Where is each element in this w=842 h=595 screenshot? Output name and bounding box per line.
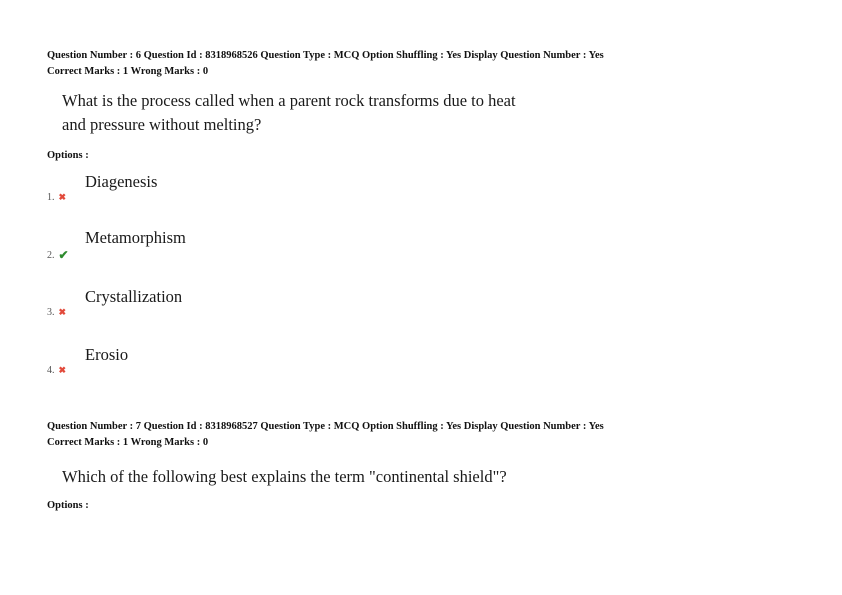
option-2[interactable] — [0, 226, 842, 276]
question-7-meta-line-1: Question Number : 7 Question Id : 8318968527 Question Type : MCQ Option Shuffling : Yes Display Question Number : Yes — [47, 421, 604, 432]
check-icon: ✔ — [58, 248, 69, 262]
option-1-number — [47, 192, 66, 203]
option-4-text: Erosio — [85, 345, 129, 364]
question-7-meta-line-2: Correct Marks : 1 Wrong Marks : 0 — [47, 437, 209, 448]
option-3-number-label: 3. — [47, 307, 55, 318]
cross-icon: ✖ — [58, 365, 67, 375]
option-4[interactable] — [0, 343, 842, 393]
question-7-text — [62, 465, 507, 489]
question-6-options-label: Options : — [47, 150, 89, 161]
question-6-text-line-2: and pressure without melting? — [62, 115, 262, 134]
option-3-text: Crystallization — [85, 287, 183, 306]
question-6-text-line-1: What is the process called when a parent rock transforms due to heat — [62, 91, 516, 110]
option-1[interactable] — [0, 170, 842, 220]
question-6-meta-line-2: Correct Marks : 1 Wrong Marks : 0 — [47, 66, 209, 77]
option-1-number-label: 1. — [47, 192, 55, 203]
option-3[interactable] — [0, 285, 842, 335]
option-1-text: Diagenesis — [85, 172, 158, 191]
question-7-text-line-1: Which of the following best explains the term "continental shield"? — [62, 467, 507, 486]
cross-icon: ✖ — [58, 192, 67, 202]
question-6-text — [62, 89, 516, 137]
option-2-number-label: 2. — [47, 250, 55, 261]
question-6-meta-line-1: Question Number : 6 Question Id : 8318968526 Question Type : MCQ Option Shuffling : Yes Display Question Number : Yes — [47, 50, 604, 61]
option-3-number — [47, 307, 66, 318]
question-7-options-label: Options : — [47, 500, 89, 511]
option-4-number — [47, 365, 66, 376]
option-2-number — [47, 248, 69, 263]
option-4-number-label: 4. — [47, 365, 55, 376]
option-2-text: Metamorphism — [85, 228, 186, 247]
cross-icon: ✖ — [58, 307, 67, 317]
